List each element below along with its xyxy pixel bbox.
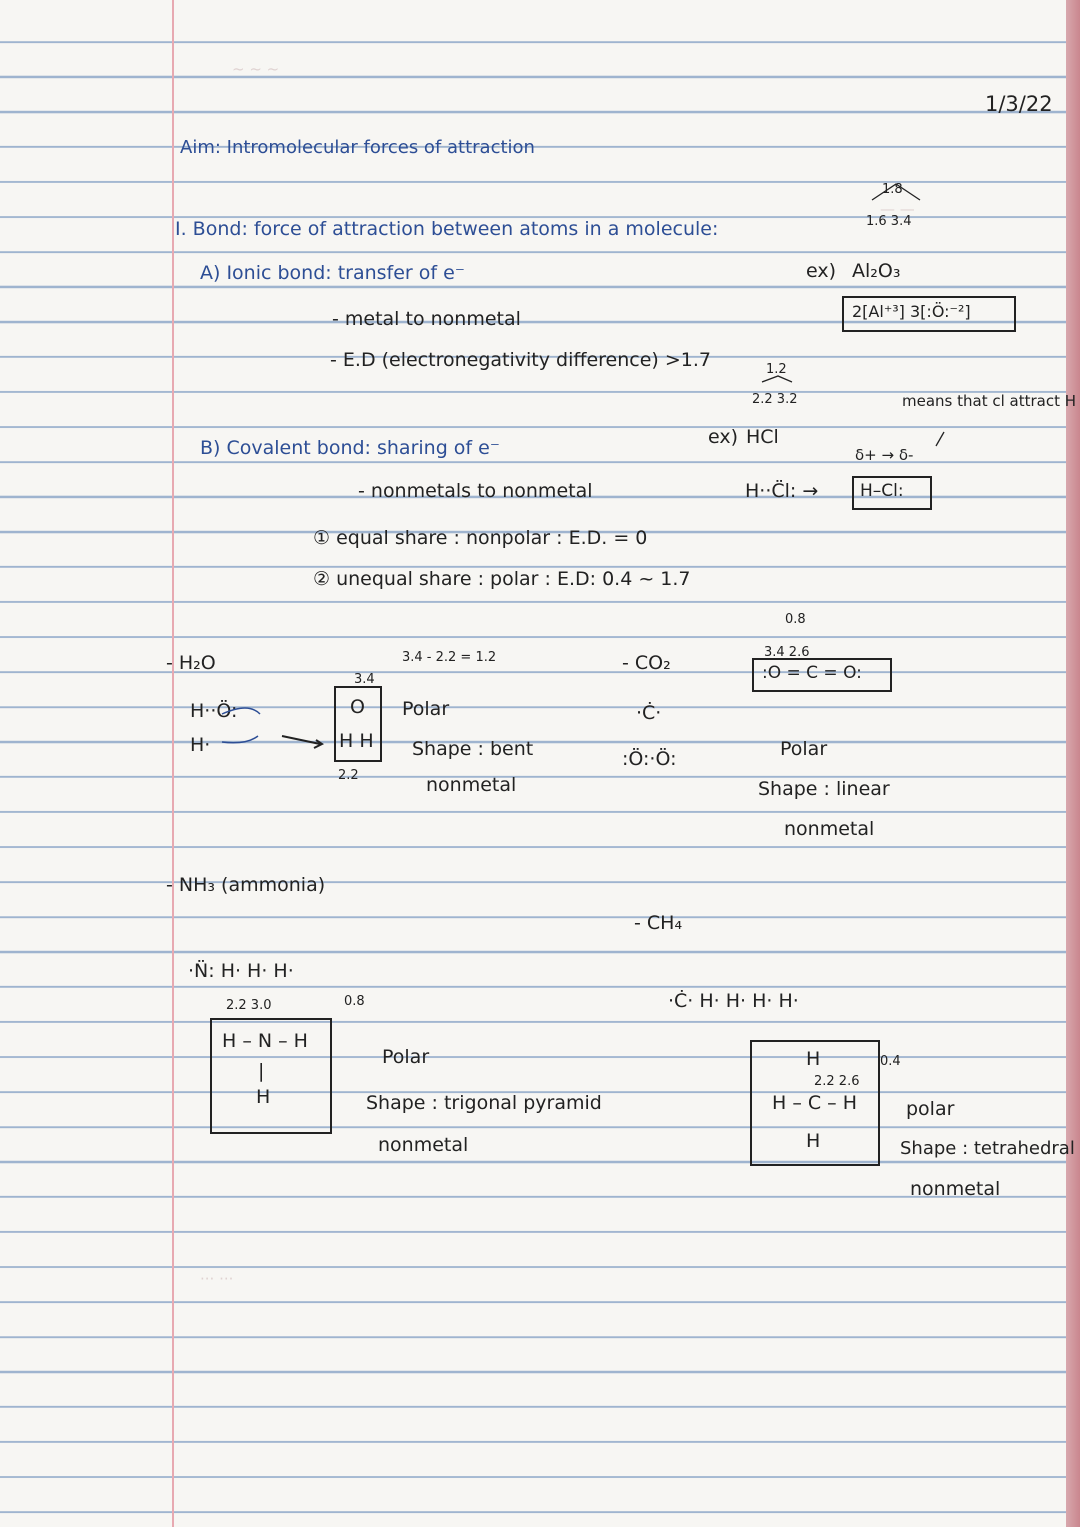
- h2o-structure-box: [334, 686, 382, 762]
- co2-lewis-box: [752, 658, 892, 692]
- nh3-type: nonmetal: [378, 1134, 469, 1156]
- co2-lewis-structure: :O = C = O:: [762, 663, 862, 683]
- bleed-through-mark: — —: [880, 200, 915, 218]
- nh3-structure-row: H – N – H: [222, 1030, 308, 1052]
- margin-line: [172, 0, 174, 1527]
- nh3-polarity: Polar: [382, 1046, 430, 1068]
- co2-heading: - CO₂: [622, 652, 671, 674]
- h2o-polarity: Polar: [402, 698, 450, 720]
- nh3-en-values: 2.2 3.0: [226, 998, 272, 1013]
- co2-oxygen-dots: :Ö:·Ö:: [622, 748, 677, 770]
- hcl-en-values: 2.2 3.2: [752, 392, 798, 407]
- nh3-structure-bottom-h: H: [256, 1086, 271, 1108]
- h2o-o-en: 3.4: [354, 672, 375, 687]
- nh3-structure-box: [210, 1018, 332, 1134]
- ionic-point-ed: - E.D (electronegativity difference) >1.7: [330, 349, 711, 371]
- ch4-type: nonmetal: [910, 1178, 1001, 1200]
- h2o-atoms-h: H H: [339, 730, 374, 752]
- ch4-en-difference: 0.4: [880, 1054, 901, 1069]
- ch4-dot-atoms: ·Ċ· H· H· H· H·: [668, 990, 799, 1012]
- hcl-example-formula: HCl: [746, 426, 779, 448]
- co2-shape: Shape : linear: [758, 778, 890, 800]
- section-bond-heading: I. Bond: force of attraction between atoms in a molecule:: [175, 218, 719, 240]
- covalent-bond-title: B) Covalent bond: sharing of e⁻: [200, 437, 500, 459]
- nh3-en-difference: 0.8: [344, 994, 365, 1009]
- hcl-note: means that cl attract H: [902, 392, 1077, 410]
- h2o-arrow: [282, 736, 320, 744]
- ch4-en-values: 2.2 2.6: [814, 1074, 860, 1089]
- hcl-dot-structure: H··C̈l: →: [745, 480, 819, 502]
- nh3-dot-atoms: ·N̈: H· H· H·: [188, 960, 294, 982]
- nh3-structure-bond: |: [258, 1060, 265, 1082]
- ionic-example-formula: Al₂O₃: [852, 260, 901, 282]
- ionic-example-label: ex): [806, 260, 837, 282]
- ch4-structure-middle: H – C – H: [772, 1092, 857, 1114]
- h2o-dot-line2: H·: [190, 734, 211, 756]
- covalent-equal-share: ① equal share : nonpolar : E.D. = 0: [313, 527, 648, 549]
- ch4-structure-bottom-h: H: [806, 1130, 821, 1152]
- h2o-shape: Shape : bent: [412, 738, 534, 760]
- ionic-point-metal-nonmetal: - metal to nonmetal: [332, 308, 521, 330]
- hcl-line-box: [852, 476, 932, 510]
- h2o-h-en: 2.2: [338, 768, 359, 783]
- covalent-point-nonmetals: - nonmetals to nonmetal: [358, 480, 593, 502]
- ch4-polarity: polar: [906, 1098, 955, 1120]
- hcl-line-structure: H–Cl:: [860, 481, 904, 501]
- co2-carbon-dots: ·Ċ·: [636, 702, 662, 724]
- note-pointer: [936, 432, 944, 446]
- co2-type: nonmetal: [784, 818, 875, 840]
- hcl-example-label: ex): [708, 426, 739, 448]
- bleed-through-mark: ··· ···: [200, 1270, 234, 1288]
- h2o-calculation: 3.4 - 2.2 = 1.2: [402, 650, 497, 665]
- bleed-through-mark: ~ ~ ~: [232, 60, 280, 78]
- h2o-dot-line1: H··Ö:: [190, 700, 238, 722]
- nh3-shape: Shape : trigonal pyramid: [366, 1092, 602, 1114]
- h2o-atom-o: O: [350, 696, 365, 718]
- ionic-bond-title: A) Ionic bond: transfer of e⁻: [200, 262, 465, 284]
- hcl-en-top: 1.2: [766, 362, 787, 377]
- co2-polarity: Polar: [780, 738, 828, 760]
- ionic-en-top: 1.8: [882, 182, 903, 197]
- co2-en-top: 0.8: [785, 612, 806, 627]
- h2o-type: nonmetal: [426, 774, 517, 796]
- h2o-electron-curve: [222, 736, 258, 743]
- date: 1/3/22: [985, 92, 1053, 116]
- aim-heading: Aim: Intromolecular forces of attraction: [180, 137, 535, 158]
- ch4-heading: - CH₄: [634, 912, 683, 934]
- h2o-heading: - H₂O: [166, 652, 216, 674]
- h2o-arrow-head: [314, 740, 322, 748]
- co2-en-values: 3.4 2.6: [764, 645, 810, 660]
- ionic-lewis-box: [842, 296, 1016, 332]
- ionic-lewis-structure: 2[Al⁺³] 3[:Ö:⁻²]: [852, 302, 971, 321]
- ch4-structure-top-h: H: [806, 1048, 821, 1070]
- ch4-shape: Shape : tetrahedral: [900, 1138, 1075, 1159]
- hcl-dipole: δ+ → δ-: [855, 446, 914, 464]
- ch4-structure-box: [750, 1040, 880, 1166]
- nh3-heading: - NH₃ (ammonia): [166, 874, 326, 896]
- page-edge: [1066, 0, 1080, 1527]
- ionic-en-values: 1.6 3.4: [866, 214, 912, 229]
- covalent-unequal-share: ② unequal share : polar : E.D: 0.4 ~ 1.7: [313, 568, 691, 590]
